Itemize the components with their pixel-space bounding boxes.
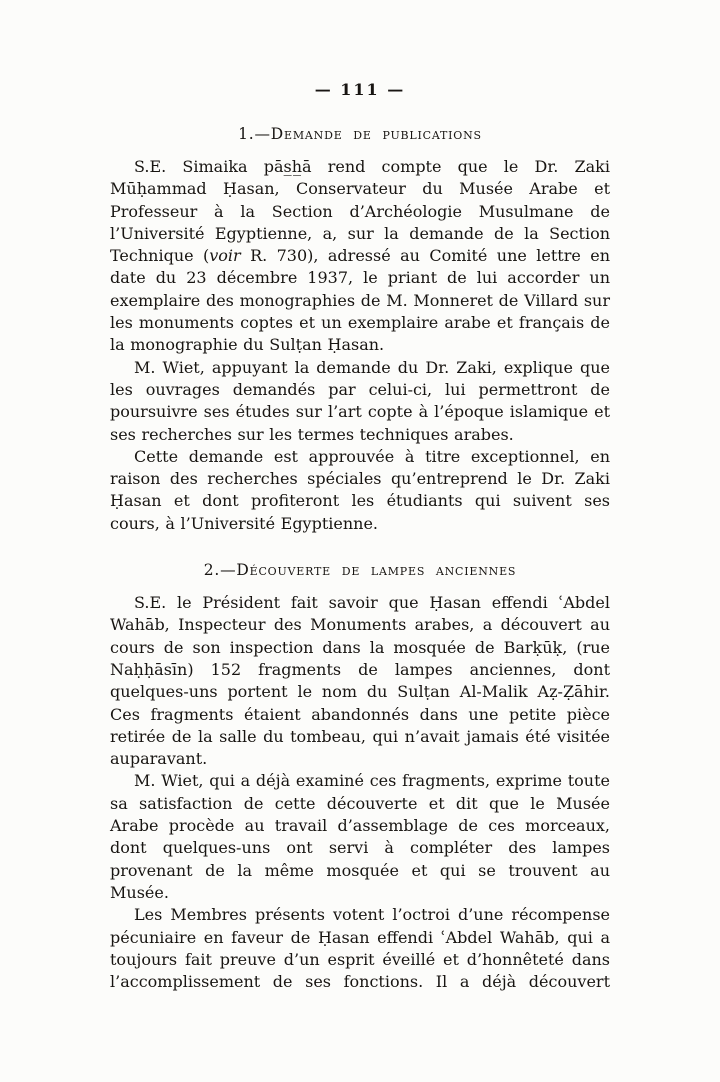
section-heading: 2.—Découverte de lampes anciennes (203, 561, 517, 580)
page-number: — 111 — (314, 80, 406, 99)
section-decouverte-de-lampes-anciennes (110, 561, 610, 993)
paragraph: M. Wiet, appuyant la demande du Dr. Zaki, explique que les ouvrages demandés par celui-ci, lui permettront de poursuivre ses études sur l’art copte à l’époque islamique et ses recherches sur les termes techniques arabes. (110, 357, 610, 444)
paragraph: Les Membres présents votent l’octroi d’une récompense pécuniaire en faveur de Ḥasan effendi ʿAbdel Wahāb, qui a toujours fait preuve d’un esprit éveillé et d’honnêteté dans l’accomplissement de ses fonctions. Il a déjà découvert (110, 905, 610, 992)
paragraph-text: S.E. Simaika pās̲h̲ā rend compte que le Dr. Zaki Mūḥammad Ḥasan, Conservateur du Musée Arabe et Professeur à la Section d’Archéologie Musulmane de l’Université Egyptienne, a, sur la demande de la Section Technique ( (110, 157, 610, 266)
paragraph: Cette demande est approuvée à titre exceptionnel, en raison des recherches spéciales qu’entreprend le Dr. Zaki Ḥasan et dont profiteront les étudiants qui suivent ses cours, à l’Université Egyptienne. (110, 446, 610, 533)
paragraph-text: R. 730), adressé au Comité une lettre en date du 23 décembre 1937, le priant de lui accorder un exemplaire des monographies de M. Monneret de Villard sur les monuments coptes et un exemplaire arabe et français de la monographie du Sulṭan Ḥasan. (110, 246, 610, 355)
section-heading: 1.—Demande de publications (238, 125, 482, 143)
section-demande-de-publications (110, 125, 610, 535)
italic-word: voir (209, 246, 241, 266)
paragraph (110, 156, 610, 357)
paragraph: M. Wiet, qui a déjà examiné ces fragments, exprime toute sa satisfaction de cette découverte et dit que le Musée Arabe procède au travail d’assemblage de ces morceaux, dont quelques-uns ont servi à compléter des lampes provenant de la même mosquée et qui se trouvent au Musée. (110, 771, 610, 902)
paragraph: S.E. le Président fait savoir que Ḥasan effendi ʿAbdel Wahāb, Inspecteur des Monuments arabes, a découvert au cours de son inspection dans la mosquée de Barḳūḳ, (rue Naḥḥāsīn) 152 fragments de lampes anciennes, dont quelques-uns portent le nom du Sulṭan Al-Malik Aẓ-Ẓāhir. Ces fragments étaient abandonnés dans une petite pièce retirée de la salle du tombeau, qui n’avait jamais été visitée auparavant. (110, 593, 610, 769)
